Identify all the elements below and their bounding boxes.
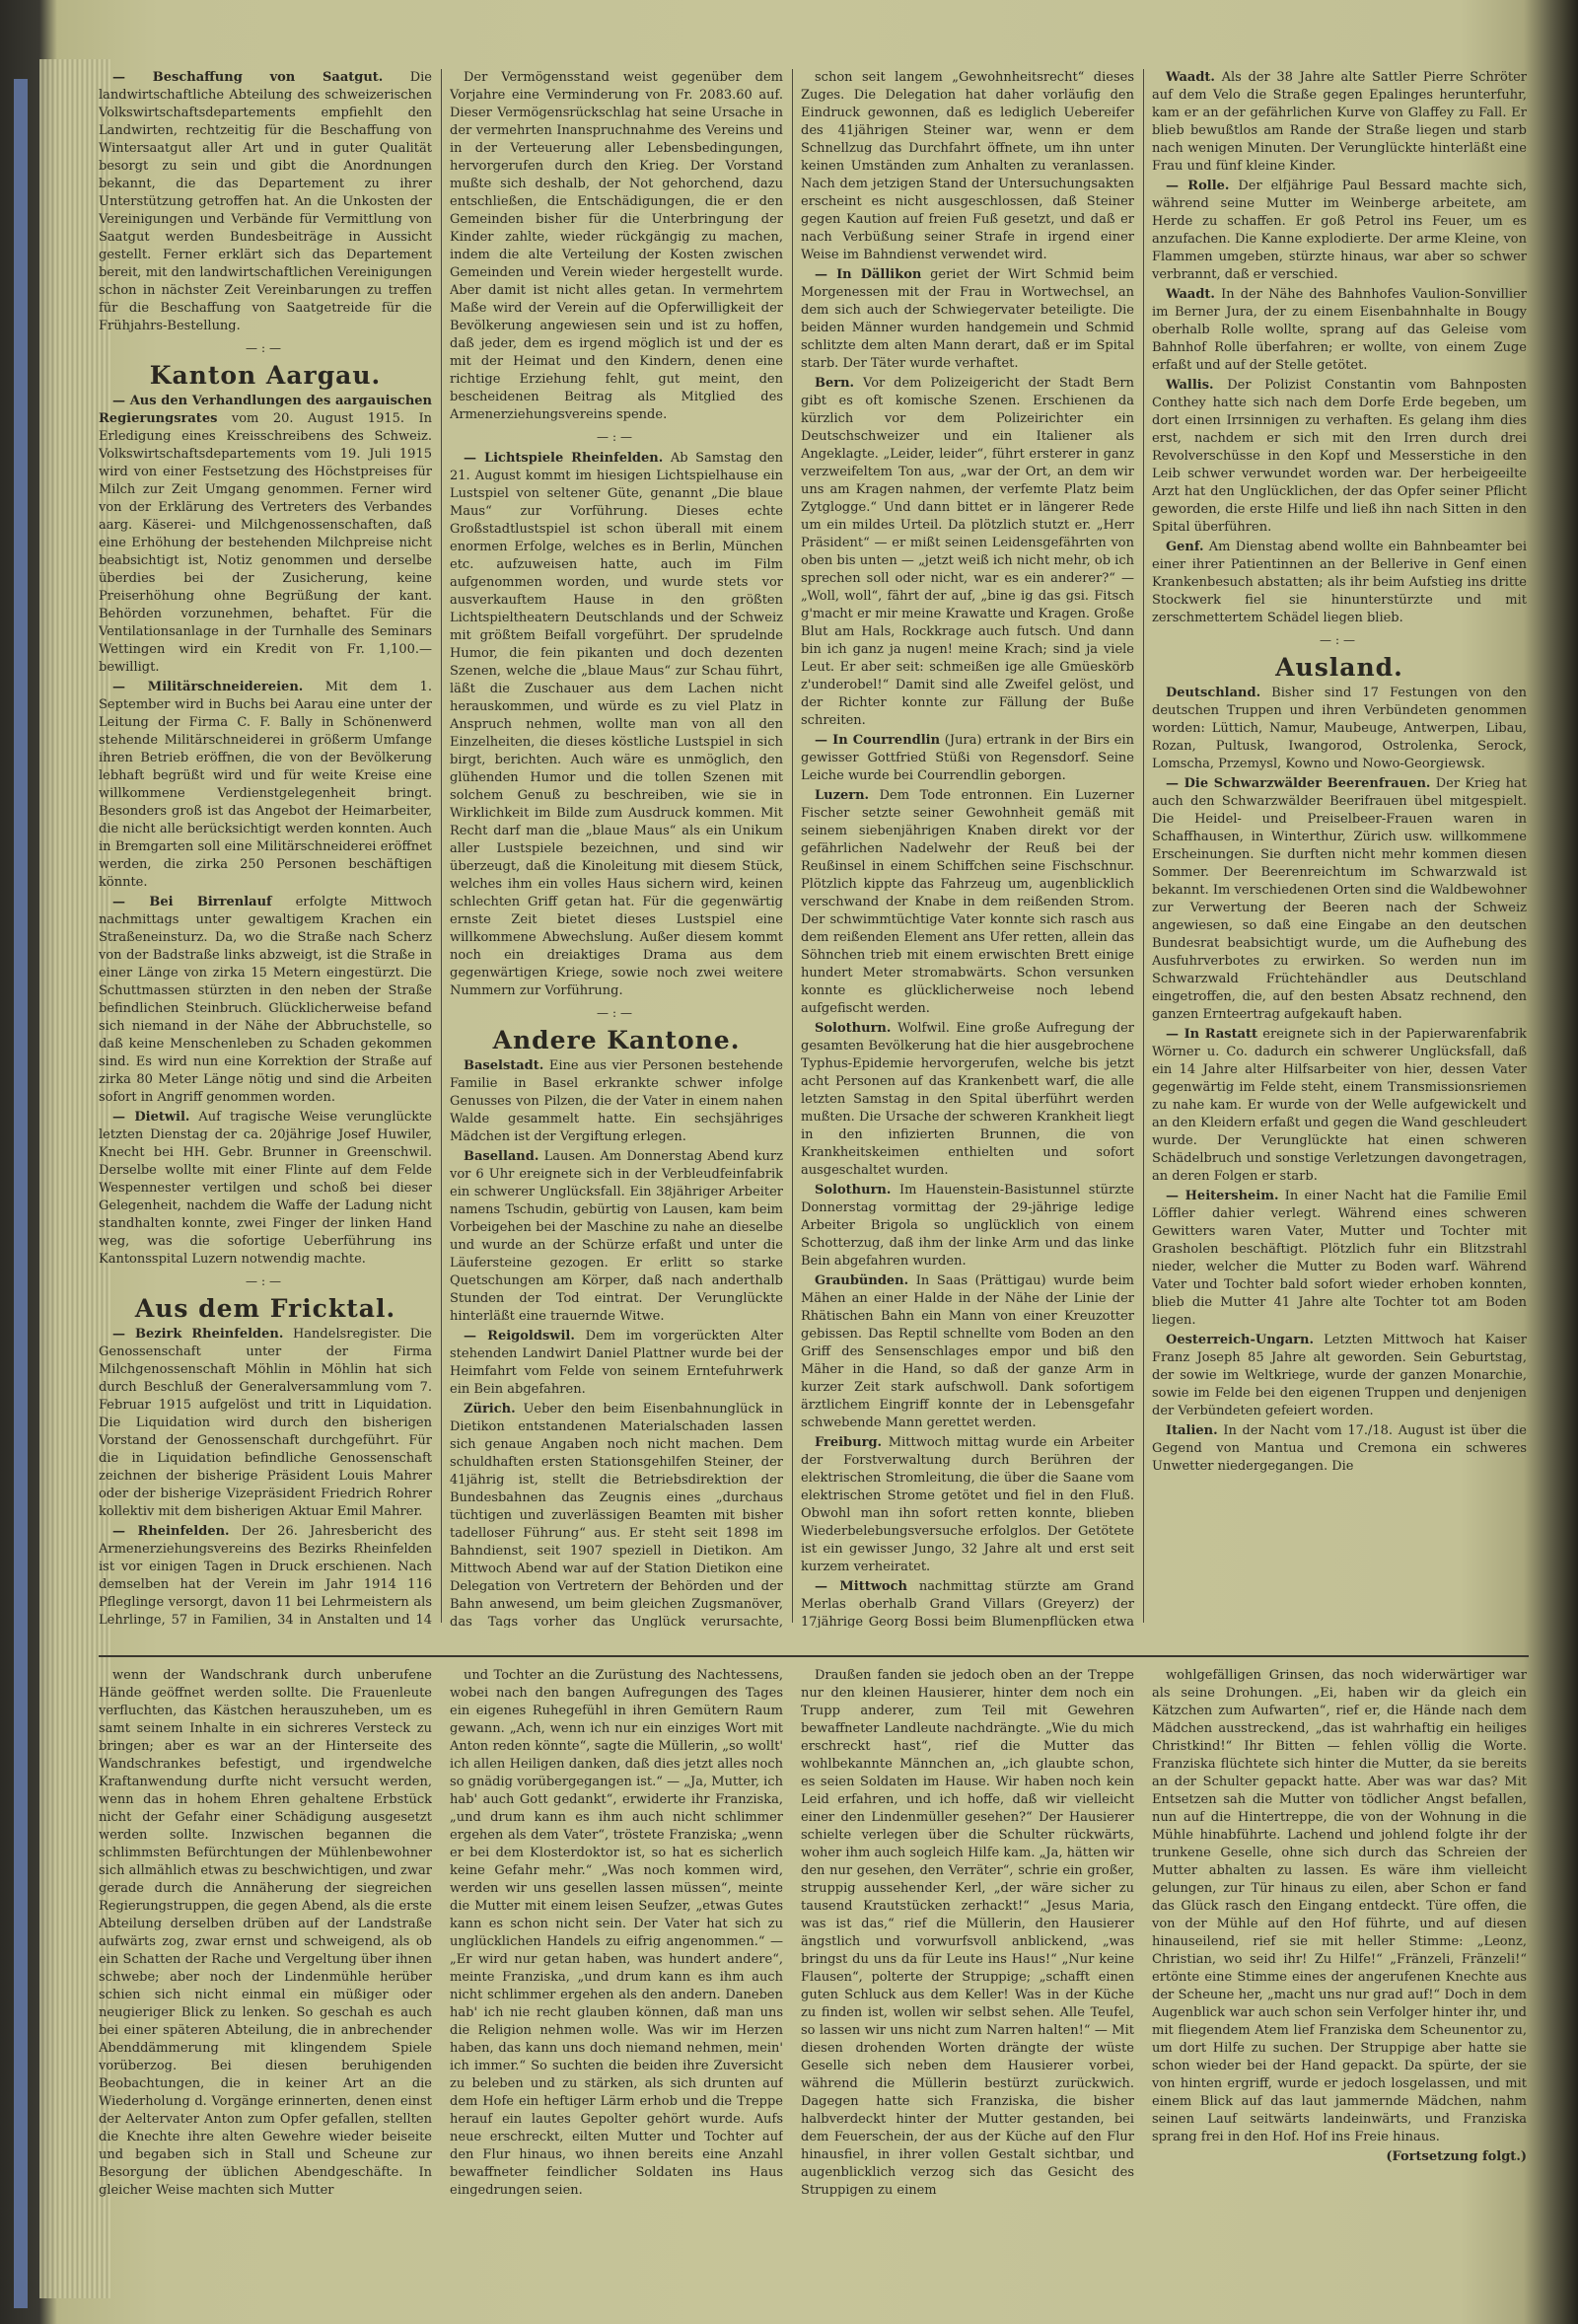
news-item-lead: Baselstadt. [464,1058,544,1073]
news-item [801,69,1134,264]
news-item [1152,286,1527,375]
news-item [801,1020,1134,1180]
news-item-text: Handelsregister. Die Genossenschaft unter der Firma Milchgenossenschaft Möhlin in Möhlin hat sich durch Beschluß der Generalversammlung vom 7. Februar 1915 aufgelöst und tritt in Liquidation. Die Liquidation wird durch den bisherigen Vorstand der Genossenschaft durchgeführt. Für die in Liquidation befindliche Genossenschaft zeichnen der bisherige Präsident Louis Mahrer oder der bisherige Vizepräsident Friedrich Rohrer kollektiv mit dem bisherigen Aktuar Emil Mahrer. [99,1327,432,1519]
news-item [1152,69,1527,176]
section-separator: —:— [245,341,286,355]
news-item [450,1328,783,1399]
news-item-lead: — Mittwoch [815,1579,907,1594]
news-item-lead: Solothurn. [815,1183,892,1198]
feuilleton-text: und Tochter an die Zurüstung des Nachtessens, wobei nach den bangen Aufregungen des Tages ein eigenes Ruhegefühl in ihren Gemütern Raum gewann. „Ach, wenn ich nur ein einziges Wort mit Anton reden könnte“, sagte die Müllerin, „so wollt' ich allen Heiligen danken, daß dies jetzt alles noch so gnädig vorübergegangen ist.“ — „Ja, Mutter, ich hab' auch Gott gedankt“, erwiderte ihr Franziska, „und drum kann es ihm auch nicht schlimmer ergehen als dem Vater“, tröstete Franziska; „wenn er bei dem Klosterdoktor ist, so hat es sicherlich keine Gefahr mehr.“ „Was noch kommen wird, werden wir uns gesellen lassen müssen“, meinte die Mutter mit einem leisen Seufzer, „etwas Gutes kann es schon nicht sein. Der Vater hat sich zu unglücklichen Handels zu eifrig angenommen.“ — „Er wird nur getan haben, was hundert andere“, meinte Franziska, „und drum kann es ihm auch nicht schlimmer ergehen als den andern. Daneben hab' ich nie recht glauben können, daß man uns die Religion nehmen wolle. Was wir im Herzen haben, das kann uns doch niemand nehmen, mein' ich immer.“ So suchten die beiden ihre Zuversicht zu beleben und zu stärken, als sich drunten auf dem Hofe ein heftiger Lärm erhob und die Treppe herauf ein lautes Gepolter gehört wurde. Aufs neue erschreckt, eilten Mutter und Tochter auf den Flur hinaus, wo ihnen bereits eine Anzahl bewaffneter feindlicher Soldaten ins Haus eingedrungen seien. [450,1668,783,2198]
feuilleton-column-3 [801,1667,1134,2279]
news-item-text: Auf tragische Weise verunglückte letzten Dienstag der ca. 20jährige Josef Huwiler, Knecht bei HH. Gebr. Brunner in Greenschwil. Derselbe wollte mit einer Flinte auf dem Felde Wespennester vertilgen und schoß bei dieser Gelegenheit, nachdem die Waffe der Ladung nicht standhalten konnte, zwei Finger der linken Hand weg, was die sofortige Ueberführung ins Kantonsspital Luzern notwendig machte. [99,1110,432,1267]
newspaper-page [99,69,1529,2288]
news-item-lead: Luzern. [815,788,870,803]
news-item [1152,1188,1527,1330]
column-3 [801,69,1134,1628]
news-item [99,69,432,335]
news-item [99,1523,432,1628]
news-item-lead: Freiburg. [815,1435,883,1450]
news-item-lead: — Reigoldswil. [464,1329,575,1344]
news-item-lead: Genf. [1166,540,1204,554]
continuation-note: (Fortsetzung folgt.) [1386,2149,1527,2164]
feuilleton-rule [99,1655,1529,1657]
column-2 [450,69,783,1628]
news-item [801,1182,1134,1271]
news-item-lead: — Lichtspiele Rheinfelden. [464,451,664,466]
news-item-text: Letzten Mittwoch hat Kaiser Franz Joseph 85 Jahre alt geworden. Sein Geburtstag, der sowie im Weltkriege, wurde der ganzen Monarchie, sowie im Felde bei den eigenen Truppen und denjenigen der Verbündeten gefeiert worden. [1152,1333,1527,1418]
news-item [1152,178,1527,284]
section-heading: Andere Kantone. [492,1026,741,1054]
news-item-lead: Oesterreich-Ungarn. [1166,1333,1314,1347]
section-separator: —:— [596,430,637,444]
news-item-text: Lausen. Am Donnerstag Abend kurz vor 6 Uhr ereignete sich in der Verbleudfeinfabrik ein schwerer Unglücksfall. Ein 38jähriger Arbeiter namens Tschudin, gebürtig von Lausen, kam beim Vorbeigehen bei der Maschine zu nahe an dieselbe und wurde an der Schürze erfaßt und unter die Läufersteine gezogen. Er erlitt so starke Quetschungen am Körper, daß nach anderthalb Stunden der Tod eintrat. Der Verunglückte hinterläßt eine trauernde Witwe. [450,1149,783,1324]
news-item-lead: — Bezirk Rheinfelden. [112,1327,284,1342]
news-item-text: In der Nähe des Bahnhofes Vaulion-Sonvillier im Berner Jura, der zu einem Eisenbahnhalte in Bougy oberhalb Rolle wollte, sprang auf das Geleise vom Bahnhof Rolle überfahren; er wollte, von einem Zuge erfaßt und auf der Stelle getötet. [1152,287,1527,373]
feuilleton-text: Draußen fanden sie jedoch oben an der Treppe nur den kleinen Hausierer, hinter dem noch ein Trupp anderer, zum Teil mit Gewehren bewaffneter Landleute nachdrängte. „Wie du mich erschreckt hast“, rief die Mutter das wohlbekannte Männchen an, „ich glaubte schon, es seien Soldaten im Hause. Wir haben noch kein Leid erfahren, und ich hoffe, daß wir vielleicht einer den Lindenmüller gesehen?“ Der Hausierer schielte verlegen über die Schulter rückwärts, woher ihm auch sogleich Hilfe kam. „Ja, hätten wir den nur gesehen, den Verräter“, schrie ein großer, struppig aussehender Kerl, „der wäre sicher zu tausend Krautstücken zerhackt!“ „Jesus Maria, was ist das,“ rief die Müllerin, den Hausierer ängstlich und vorwurfsvoll anblickend, „was bringst du uns da für Leute ins Haus!“ „Nur keine Flausen“, polterte der Struppige; „schafft einen guten Schluck aus dem Keller! Was in der Küche zu finden ist, wollen wir selbst sehen. Alle Teufel, so lassen wir uns nicht zum Narren halten!“ — Mit diesen drohenden Worten drängte der wüste Geselle sich neben dem Hausierer vorbei, während die Müllerin bestürzt zurückwich. Dagegen hatte sich Franziska, die bisher halbverdeckt hinter der Mutter gestanden, bei dem Feuerschein, der aus der Küche auf den Flur hinausfiel, in ihrer vollen Gestalt sichtbar, und augenblicklich verzog sich das Gesicht des Struppigen zu einem [801,1668,1134,2198]
feuilleton-text: wenn der Wandschrank durch unberufene Hände geöffnet werden sollte. Die Frauenleute verfluchten, das Kästchen herauszuheben, um es samt seinem Inhalte in ein sichreres Versteck zu bringen; aber es war an der Hinterseite des Wandschrankes befestigt, und irgendwelche Kraftanwendung durfte nicht versucht werden, wenn das in hohem Ehren gehaltene Erbstück nicht der Gefahr einer Schädigung ausgesetzt werden sollte. Inzwischen begannen die schlimmsten Befürchtungen der Mühlenbewohner sich allmählich etwas zu beschwichtigen, und zwar gerade durch die Annäherung der siegreichen Regierungstruppen, die gegen Abend, als die erste Abteilung derselben drüben auf der Landstraße aufwärts zog, zwar ernst und schweigend, als ob ein Schatten der Rache und Vergeltung über ihnen schwebe; aber noch der Lindenmühle herüber schien sich nicht einmal ein müßiger oder neugieriger Blick zu lenken. So geschah es auch bei einer späteren Abteilung, die in anbrechender Abenddämmerung mit klingendem Spiele vorüberzog. Bei diesen beruhigenden Beobachtungen, die in keiner Art an die Wiederholung d. Vorgänge erinnerten, denen einst der Aeltervater Anton zum Opfer gefallen, stellten die Knechte ihre alten Gewehre wieder beiseite und begaben sich in Stall und Scheune zur Besorgung der üblichen Abendgeschäfte. In gleicher Weise machten sich Mutter [99,1668,432,2198]
news-item-text: Bisher sind 17 Festungen von den deutschen Truppen und ihren Verbündeten genommen worden: Lüttich, Namur, Maubeuge, Antwerpen, Libau, Rozan, Pultusk, Iwangorod, Ostrolenka, Serock, Lomscha, Przemysl, Kowno und Nowo-Georgiewsk. [1152,686,1527,771]
news-item-text: Der Polizist Constantin vom Bahnposten Conthey hatte sich nach dem Dorfe Erde begeben, um dort einen Irrsinnigen zu verhaften. Es gelang ihm dies erst, nachdem er sich mit den Irren durch drei Revolverschüsse in den Kopf und Messerstiche in den Leib schwer verwundet worden war. Der herbeigeeilte Arzt hat den Unglücklichen, der das Opfer seiner Pflicht geworden, die erste Hilfe und ließ ihn nach Sitten in den Spital überführen. [1152,378,1527,535]
news-item-text: Am Dienstag abend wollte ein Bahnbeamter bei einer ihrer Patientinnen an der Bellerive in Genf einen Krankenbesuch abstatten; als ihr beim Aufstieg ins dritte Stockwerk fiel sie hinunterstürzte und mit zerschmettertem Schädel liegen blieb. [1152,540,1527,625]
column-divider [441,69,442,1623]
news-item [801,1434,1134,1576]
news-item-lead: Bern. [815,376,855,391]
news-item [99,1326,432,1521]
news-item-lead: Wallis. [1166,378,1214,393]
news-item [801,375,1134,730]
news-item [801,1578,1134,1628]
news-item-text: (Jura) ertrank in der Birs ein gewisser Gottfried Stüßi von Regensdorf. Seine Leiche wurde bei Courrendlin geborgen. [801,733,1134,783]
news-item-text: Ab Samstag den 21. August kommt im hiesigen Lichtspielhause ein Lustspiel von seltener Güte, genannt „Die blaue Maus“ zur Vorführung. Dieses echte Großstadtlustspiel ist schon überall mit einem enormen Erfolge, welches es in Berlin, München etc. aufzuweisen hatte, auch im Film aufgenommen worden, und wurde stets vor ausverkauftem Hause in den größten Lichtspieltheatern Deutschlands und der Schweiz mit größtem Beifall vorgeführt. Der sprudelnde Humor, die fein pikanten und doch dezenten Szenen, welche die „blaue Maus“ zur Schau führt, läßt die Zuschauer aus dem Lachen nicht herauskommen, und würde es zu viel Platz in Anspruch nehmen, wollte man von all den Einzelheiten, die dieses köstliche Lustspiel in sich birgt, berichten. Auch wäre es unmöglich, den glühenden Humor und die tollen Szenen mit solchem Genuß zu beschreiben, wie sie in Wirklichkeit im Bilde zum Ausdruck kommen. Mit Recht darf man die „blaue Maus“ als ein Unikum aller Lustspiele bezeichnen, und sind wir überzeugt, daß die Kinoleitung mit diesem Stück, welches ihm ein volles Haus sichern wird, keinen schlechten Griff getan hat. Für die gegenwärtig ernste Zeit bietet dieses Lustspiel eine willkommene Abwechslung. Außer diesem kommt noch ein dreiaktiges Drama aus dem gegenwärtigen Kriege, sowie noch zwei weitere Nummern zur Vorführung. [450,451,783,998]
news-item-lead: Baselland. [464,1149,539,1164]
news-item-lead: — Bei Birrenlauf [112,895,272,909]
news-item [1152,377,1527,537]
news-item-text: Mittwoch mittag wurde ein Arbeiter der Forstverwaltung durch Berühren der elektrischen Stromleitung, die über die Saane vom elektrischen Strome getötet und fiel in den Fluß. Obwohl man ihn sofort retten konnte, blieben Wiederbelebungsversuche erfolglos. Der Getötete ist ein gewisser Jungo, 32 Jahre alt und erst seit kurzem verheiratet. [801,1435,1134,1574]
news-item-text: In Saas (Prättigau) wurde beim Mähen an einer Halde in der Nähe der Linie der Rhätischen Bahn ein Mann von einer Kreuzotter gebissen. Das Reptil schnellte vom Boden an den Griff des Sensenschlages empor und biß den Mäher in die Hand, so daß der ganze Arm in kurzer Zeit stark aufschwoll. Dank sofortigem ärztlichem Eingriff konnte der in Lebensgefahr schwebende Mann gerettet werden. [801,1273,1134,1430]
news-item-text: Die landwirtschaftliche Abteilung des schweizerischen Volkswirtschaftsdepartements empfiehlt den Landwirten, rechtzeitig für die Beschaffung von Wintersaatgut aller Art und in guter Qualität besorgt zu sein und gibt die Anordnungen bekannt, die das Departement zu ihrer Unterstützung getroffen hat. An die Unkosten der Vereinigungen und Verbände für Vermittlung von Saatgut werden Bundesbeiträge in Aussicht gestellt. Ferner erklärt sich das Departement bereit, mit den landwirtschaftlichen Vereinigungen schon in nächster Zeit Vereinbarungen zu treffen für die Beschaffung von Saatgetreide für die Frühjahrs-Bestellung. [99,70,432,333]
news-item-text: ereignete sich in der Papierwarenfabrik Wörner u. Co. dadurch ein schwerer Unglücksfall, daß ein 14 Jahre alter Hilfsarbeiter von hier, dessen Vater gegenwärtig im Felde steht, einem Transmissionsriemen zu nahe kam. Er wurde von der Welle aufgewickelt und an den Kleidern erfaßt und gegen die Wand geschleudert wurde. Der Verunglückte hat einen schweren Schädelbruch und sonstige Verletzungen davongetragen, an deren Folgen er starb. [1152,1027,1527,1184]
news-item-lead: — In Courrendlin [815,733,941,748]
section-separator: —:— [1319,633,1360,647]
news-item-text: Im Hauenstein-Basistunnel stürzte Donnerstag vormittag der 29-jährige ledige Arbeiter Brigola so unglücklich von einem Schotterzug, daß ihm der linke Arm und das linke Bein abgefahren wurden. [801,1183,1134,1269]
news-item [1152,539,1527,627]
news-item-text: vom 20. August 1915. In Erledigung eines Kreisschreibens des Schweiz. Volkswirtschaftsdepartements vom 19. Juli 1915 wird von einer Festsetzung des Höchstpreises für Milch zur Zeit Umgang genommen. Ferner wird von der Erklärung des Vertreters des Verbandes aarg. Käserei- und Milchgenossenschaften, daß eine Erhöhung der bestehenden Milchpreise nicht beabsichtigt ist, Notiz genommen und derselbe überdies bei der Zusicherung, keine Preiserhöhung ohne Begrüßung der kant. Behörden vorzunehmen, behaftet. Für die Ventilationsanlage in der Turnhalle des Seminars Wettingen wird ein Kredit von Fr. 1,100.— bewilligt. [99,411,432,675]
news-item-text: Der elfjährige Paul Bessard machte sich, während seine Mutter im Weinberge arbeitete, am Herde zu schaffen. Er goß Petrol ins Feuer, um es anzufachen. Die Kanne explodierte. Der arme Kleine, von Flammen umgeben, stürzte hinaus, war aber so schwer verbrannt, daß er verschied. [1152,179,1527,282]
news-item-lead: — Rolle. [1166,179,1230,193]
news-item [1152,1422,1527,1476]
news-item [99,1109,432,1269]
news-item-lead: — Militärschneidereien. [112,680,304,694]
news-item [450,69,783,424]
news-item [99,679,432,892]
book-spine [14,79,28,2308]
news-item-text: Mit dem 1. September wird in Buchs bei Aarau eine unter der Leitung der Firma C. F. Bally in Schönenwerd stehende Militärschneiderei in größerm Umfange ihren Betrieb eröffnen, die von der Bevölkerung lebhaft begrüßt wird und für weite Kreise eine willkommene Verdienstgelegenheit bringt. Besonders groß ist das Angebot der Heimarbeiter, die nicht alle berücksichtigt werden konnten. Auch in Bremgarten soll eine Militärschneiderei eröffnet werden, die zirka 250 Personen beschäftigen könnte. [99,680,432,890]
news-item-text: Der Krieg hat auch den Schwarzwälder Beerifrauen übel mitgespielt. Die Heidel- und Preiselbeer-Frauen waren in Schaffhausen, in Winterthur, Zürich usw. willkommene Erscheinungen. Sie durften nicht mehr kommen diesen Sommer. Der Beerenreichtum im Schwarzwald ist bekannt. Im verschiedenen Orten sind die Waldbewohner zur Verwertung der Beeren nach der Schweiz angewiesen, so daß eine Eingabe an den deutschen Bundesrat beabsichtigt wurde, um die Aufhebung des Ausfuhrverbotes zu erwirken. So werden nun im Schwarzwald Früchtehändler aus Deutschland eingetroffen, die, auf den besten Absatz rechnend, den ganzen Ernteertrag aufgekauft haben. [1152,776,1527,1022]
news-item-text: nachmittag stürzte am Grand Merlas oberhalb Grand Villars (Greyerz) der 17jährige Georg Bossi beim Blumenpflücken etwa [801,1579,1134,1628]
news-item [1152,775,1527,1024]
section-heading: Aus dem Fricktal. [134,1294,396,1323]
feuilleton-column-1 [99,1667,432,2279]
news-item-lead: Deutschland. [1166,686,1261,700]
news-item-lead: Waadt. [1166,70,1215,85]
news-item-text: In einer Nacht hat die Familie Emil Löffler dahier verlegt. Während eines schweren Gewitters waren Vater, Mutter und Tochter mit Grasholen beschäftigt. Plötzlich fuhr ein Blitzstrahl nieder, welcher die Mutter zu Boden warf. Während Vater und Tochter bald sofort wieder erhoben konnten, blieb die Mutter 41 Jahre alte Tochter tot am Boden liegen. [1152,1189,1527,1328]
news-item [99,393,432,677]
news-item-text: Vor dem Polizeigericht der Stadt Bern gibt es oft komische Szenen. Erschienen da kürzlich vor dem Polizeirichter ein Deutschschweizer und ein Italiener als Angeklagte. „Leider, leider“, führt ersterer in ganz verzweifeltem Ton aus, „war der Ort, an dem wir uns am Kragen nahmen, der verfemte Platz beim Zytglogge.“ Und dann bittet er in längerer Rede um ein mildes Urteil. Da plötzlich stutzt er. „Herr Präsident“ — er mißt seinen Leidensgefährten von oben bis unten — „jetzt weiß ich nicht mehr, ob ich sprechen soll oder nicht, war es ein anderer?“ — „Woll, woll“, fährt der auf, „bine ig das gsi. Fitsch g'macht er mir meine Krawatte und Kragen. Große Blut am Hals, Rockkrage auch futsch. Und dann bin ich ganz ja nugen! meine Krach; sind ja viele Leut. Er aber seit: schmeißen ige alle Gmüeskörb z'underobel!“ Damit sind alle Zweifel gelöst, und der Richter konnte zur Fällung der Buße schreiten. [801,376,1134,728]
news-item [801,266,1134,373]
news-item [450,1148,783,1326]
section-heading: Kanton Aargau. [149,361,382,390]
news-item-lead: — In Dällikon [815,267,922,282]
section-separator: —:— [596,1006,637,1020]
news-item [1152,1332,1527,1420]
news-item-text: Wolfwil. Eine große Aufregung der gesamten Bevölkerung hat die hier ausgebrochene Typhus-Epidemie hervorgerufen, welche bis jetzt acht Personen auf das Krankenbett warf, die alle letzten Samstag in den Spital überführt werden mußten. Die Ursache der schweren Krankheit liegt in den infizierten Brunnen, die von Krankheitskeimen enthielten und sofort ausgeschaltet wurden. [801,1021,1134,1178]
news-item-lead: — Rheinfelden. [112,1524,230,1539]
news-item-text: In der Nacht vom 17./18. August ist über die Gegend von Mantua und Cremona ein schweres Unwetter niedergegangen. Die [1152,1423,1527,1474]
news-item-lead: Graubünden. [815,1273,909,1288]
feuilleton-text: wohlgefälligen Grinsen, das noch widerwärtiger war als seine Drohungen. „Ei, haben wir da gleich ein Kätzchen zum Aufwarten“, rief er, die Hände nach dem Mädchen ausstreckend, „das ist wahrhaftig ein heiliges Christkind!“ Ihr Bitten — fehlen völlig die Worte. Franziska flüchtete sich hinter die Mutter, da sie bereits an der Schulter gepackt hatte. Aber was war das? Mit Entsetzen sah die Mutter von tödlicher Angst befallen, nun auf die Hintertreppe, die von der Wohnung in die Mühle hinabführte. Lachend und johlend folgte ihr der trunkene Geselle, ohne sich durch das Schreien der Mutter abhalten zu lassen. Es wäre ihm vielleicht gelungen, zur Tür hinaus zu eilen, aber Schon er fand das Glück rasch den Eingang entdeckt. Türe offen, die von der Mühle auf den Hof führte, und auf diesen hinauseilend, rief sie mit heller Stimme: „Leonz, Christian, wo seid ihr! Zu Hilfe!“ „Fränzeli, Fränzeli!“ ertönte eine Stimme eines der angerufenen Knechte aus der Scheune her, „macht uns nur grad auf!“ Doch in dem Augenblick war auch schon sein Verfolger hinter ihr, und mit fliegendem Atem lief Franziska dem Scheunentor zu, um dort Hilfe zu suchen. Der Struppige aber hatte sie schon wieder bei der Hand gepackt. Da spürte, der sie von hinten ergriff, wurde er jedoch losgelassen, und mit einem Blick auf das laut jammernde Mädchen, nahm seinen Lauf seitwärts landeinwärts, und Franziska sprang frei in den Hof. Hof ins Freie hinaus. [1152,1668,1527,2144]
feuilleton-column-2 [450,1667,783,2279]
news-item-text: Eine aus vier Personen bestehende Familie in Basel erkrankte schwer infolge Genusses von Pilzen, die der Vater in einem nahen Walde gesammelt hatte. Ein sechsjähriges Mädchen ist der Vergiftung erlegen. [450,1058,783,1144]
section-heading: Ausland. [1275,653,1403,682]
news-item [99,894,432,1107]
news-item-text: erfolgte Mittwoch nachmittags unter gewaltigem Krachen ein Straßeneinsturz. Da, wo die Straße nach Scherz von der Badstraße links abzweigt, ist die Straße in einer Länge von zirka 15 Metern eingestürzt. Die Schuttmassen stürzten in den neben der Straße befindlichen Steinbruch. Glücklicherweise befand sich niemand in der Nähe der Abbruchstelle, so daß keine Menschenleben zu Schaden gekommen sind. Es wird nun eine Korrektion der Straße auf zirka 80 Meter Länge nötig und sind die Arbeiten sofort in Angriff genommen worden. [99,895,432,1105]
news-item-text: geriet der Wirt Schmid beim Morgenessen mit der Frau in Wortwechsel, an dem sich auch der Schwiegervater beteiligte. Die beiden Männer wurden handgemein und Schmid schlitzte dem alten Mann derart, daß er im Spital starb. Der Täter wurde verhaftet. [801,267,1134,371]
news-item-lead: — Die Schwarzwälder Beerenfrauen. [1166,776,1431,791]
feuilleton-column-4 [1152,1667,1527,2279]
news-item-text: schon seit langem „Gewohnheitsrecht“ dieses Zuges. Die Delegation hat daher vorläufig den Eindruck gewonnen, daß es lediglich Uebereifer des 41jährigen Steiner war, wenn er dem Schnellzug das Durchfahrt öffnete, um ihn unter keinen Umständen zum Anhalten zu veranlassen. Nach dem jetzigen Stand der Untersuchungsakten erscheint es nicht ausgeschlossen, daß Steiner gegen Kaution auf freien Fuß gesetzt, und daß er nach Verbüßung seiner Strafe in irgend einer Weise im Bahndienst verwendet wird. [801,70,1134,262]
news-item [801,1272,1134,1432]
news-item-lead: — Beschaffung von Saatgut. [112,70,384,85]
section-separator: —:— [245,1274,286,1288]
news-item [801,787,1134,1018]
column-4 [1152,69,1527,1628]
news-item-text: Der 26. Jahresbericht des Armenerziehungsvereins des Bezirks Rheinfelden ist vor einigen Tagen in Druck erschienen. Nach demselben hat der Verein im Jahr 1914 116 Pfleglinge versorgt, davon 11 bei Lehrmeistern als Lehrlinge, 57 in Familien, 34 in Anstalten und 14 [99,1524,432,1628]
news-item-lead: Italien. [1166,1423,1218,1438]
news-item [1152,685,1527,773]
column-divider [1143,69,1144,1623]
news-item-text: Dem im vorgerückten Alter stehenden Landwirt Daniel Plattner wurde bei der Heimfahrt vom Felde von seinem Erntefuhrwerk ein Bein abgefahren. [450,1329,783,1397]
column-1 [99,69,432,1628]
news-item [450,450,783,1000]
news-item [801,732,1134,785]
news-item-lead: — In Rastatt [1166,1027,1258,1042]
column-divider [792,69,793,1623]
news-item-text: Ueber den beim Eisenbahnunglück in Dietikon entstandenen Materialschaden lassen sich genaue Angaben noch nicht machen. Dem schuldhaften ersten Stationsgehilfen Steiner, der 41jährig ist, stellt die Betriebsdirektion der Bundesbahnen das Zeugnis eines „durchaus tüchtigen und zuverlässigen Beamten mit bisher tadelloser Führung“ aus. Er steht seit 1898 im Bahndienst, seit 1907 speziell in Dietikon. Am Mittwoch Abend war auf der Station Dietikon eine Delegation von Vertretern der Behörden und der Bahn anwesend, um beim gleichen Zugsmanöver, das Tags vorher das Unglück verursachte, [450,1402,783,1628]
news-item-text: Als der 38 Jahre alte Sattler Pierre Schröter auf dem Velo die Straße gegen Epalinges herunterfuhr, kam er an der gefährlichen Kurve von Glaffey zu Fall. Er blieb bewußtlos am Rande der Straße liegen und starb nach wenigen Minuten. Der Verunglückte hinterläßt eine Frau und fünf kleine Kinder. [1152,70,1527,174]
news-item-lead: Waadt. [1166,287,1215,302]
news-item [450,1057,783,1146]
news-item [450,1401,783,1628]
news-item-text: Der Vermögensstand weist gegenüber dem Vorjahre eine Verminderung von Fr. 2083.60 auf. Dieser Vermögensrückschlag hat seine Ursache in der vermehrten Inanspruchnahme des Vereins und in der Verteuerung aller Lebensbedingungen, hervorgerufen durch den Krieg. Der Vorstand mußte sich deshalb, der Not gehorchend, dazu entschließen, die Entschädigungen, die er den Gemeinden bisher für die Unterbringung der Kinder zahlte, wieder rückgängig zu machen, indem die alte Verteilung der Kosten zwischen Gemeinden und Verein wieder hergestellt wurde. Aber damit ist nicht alles getan. In vermehrtem Maße wird der Verein auf die Opferwilligkeit der Bevölkerung angewiesen sein und ist zu hoffen, daß jeder, dem es irgend möglich ist und der es mit der Heimat und den Kindern, denen eine richtige Erziehung fehlt, gut meint, den bescheidenen Beitrag als Mitglied des Armenerziehungsvereins spende. [450,70,783,422]
news-item-lead: — Aus den Verhandlungen des aargauischen Regierungsrates [99,394,432,426]
news-item-lead: Zürich. [464,1402,516,1416]
news-item [1152,1026,1527,1186]
news-item-text: Dem Tode entronnen. Ein Luzerner Fischer setzte seiner Gewohnheit gemäß mit seinem siebenjährigen Knaben direkt vor der gefährlichen Nadelwehr der Reuß bei der Reußinsel in einem Schiffchen seine Fischschnur. Plötzlich kippte das Fahrzeug um, augenblicklich verschwand der Knabe in dem reißenden Strom. Der schwimmtüchtige Vater konnte sich rasch aus dem reißenden Element ans Ufer retten, allein das Söhnchen trieb mit einem erwischten Brett einige hundert Meter stromabwärts. Schon versunken konnte es glücklicherweise noch lebend aufgefischt werden. [801,788,1134,1016]
news-item-lead: — Heitersheim. [1166,1189,1279,1203]
news-item-lead: — Dietwil. [112,1110,190,1125]
news-item-lead: Solothurn. [815,1021,892,1036]
